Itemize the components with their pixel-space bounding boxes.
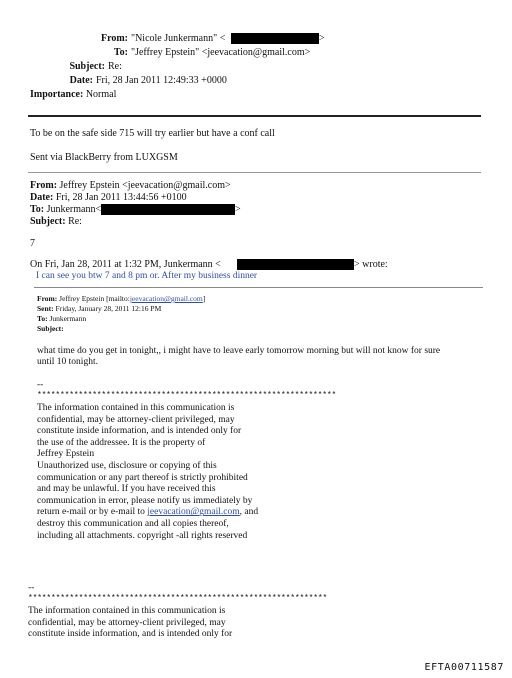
- disclaimer-line: communication or any part thereof is strictly prohibited: [37, 472, 248, 483]
- disclaimer-line: constitute inside information, and is intended only for: [37, 426, 242, 437]
- importance-label: Importance:: [30, 89, 84, 100]
- reply-date: Date: Fri, 28 Jan 2011 13:44:56 +0100: [30, 192, 187, 203]
- reply-body: 7: [30, 238, 35, 249]
- from-label: From:: [100, 33, 128, 44]
- redaction-bar: [101, 204, 235, 215]
- importance-value: Normal: [85, 89, 117, 100]
- date-label: Date:: [69, 75, 93, 86]
- disclaimer-line: communication in error, please notify us immediately by: [37, 495, 253, 506]
- disclaimer-line: Unauthorized use, disclosure or copying of this: [37, 461, 217, 471]
- disclaimer-line: The information contained in this communication is: [28, 606, 226, 616]
- document-id: EFTA00711587: [424, 662, 504, 673]
- star-separator: *****************************************************************: [37, 391, 337, 400]
- message-signature: Sent via BlackBerry from LUXGSM: [30, 152, 178, 163]
- disclaimer-line: confidential, may be attorney-client privileged, may: [37, 414, 235, 425]
- signature-dash: --: [28, 583, 35, 593]
- signature-dash: --: [37, 380, 44, 390]
- subject-value: Re:: [108, 61, 122, 72]
- star-separator: *****************************************************************: [28, 594, 328, 603]
- from-value: "Nicole Junkermann" <: [131, 33, 226, 44]
- disclaimer-line: confidential, may be attorney-client privileged, may: [28, 617, 226, 628]
- quote-intro: On Fri, Jan 28, 2011 at 1:32 PM, Junkermann <: [30, 259, 221, 270]
- inner-from: From: Jeffrey Epstein [mailto:jeevacation@gmail.com]: [37, 294, 206, 303]
- reply-to: To: Junkermann<: [30, 204, 102, 215]
- to-label: To:: [113, 47, 128, 58]
- header-divider: [28, 115, 481, 117]
- disclaimer-line: and may be unlawful. If you have received this: [37, 484, 216, 495]
- redaction-bar: [237, 259, 354, 270]
- disclaimer-line: Jeffrey Epstein: [37, 449, 95, 460]
- reply-subject: Subject: Re:: [30, 216, 82, 227]
- importance-row: [30, 89, 116, 101]
- inner-sent: Sent: Friday, January 28, 2011 12:16 PM: [37, 304, 162, 313]
- inner-body-line: what time do you get in tonight,, i might have to leave early tomorrow morning but will not know for sure: [37, 346, 441, 356]
- reply-from: From: Jeffrey Epstein <jeevacation@gmail.com>: [30, 180, 231, 191]
- message-divider: [28, 172, 481, 173]
- disclaimer-line: including all attachments. copyright -all rights reserved: [37, 530, 248, 541]
- date-value: Fri, 28 Jan 2011 12:49:33 +0000: [96, 75, 227, 86]
- email-link[interactable]: jeevacation@gmail.com: [129, 294, 203, 303]
- disclaimer-line: return e-mail or by e-mail to jeevacation@gmail.com, and: [37, 507, 259, 518]
- inner-body-line: until 10 tonight.: [37, 357, 98, 367]
- disclaimer-line: the use of the addressee. It is the property of: [37, 437, 206, 448]
- inner-to: To: Junkermann: [37, 314, 87, 323]
- disclaimer-line: constitute inside information, and is intended only for: [28, 629, 233, 640]
- reply-to-end: >: [235, 204, 241, 215]
- subject-label: Subject:: [69, 61, 105, 72]
- from-end: >: [319, 33, 325, 44]
- disclaimer-line: destroy this communication and all copies thereof,: [37, 519, 229, 529]
- redaction-bar: [231, 33, 319, 44]
- email-link[interactable]: jeevacation@gmail.com: [147, 507, 240, 518]
- disclaimer-line: The information contained in this communication is: [37, 403, 235, 413]
- quote-divider: [34, 287, 483, 288]
- inner-subject: Subject:: [37, 324, 64, 333]
- message-body: To be on the safe side 715 will try earlier but have a conf call: [30, 128, 275, 139]
- quote-intro-end: > wrote:: [354, 259, 388, 270]
- to-value: "Jeffrey Epstein" <jeevacation@gmail.com>: [131, 47, 311, 58]
- quoted-reply: I can see you btw 7 and 8 pm or. After my business dinner: [36, 271, 258, 281]
